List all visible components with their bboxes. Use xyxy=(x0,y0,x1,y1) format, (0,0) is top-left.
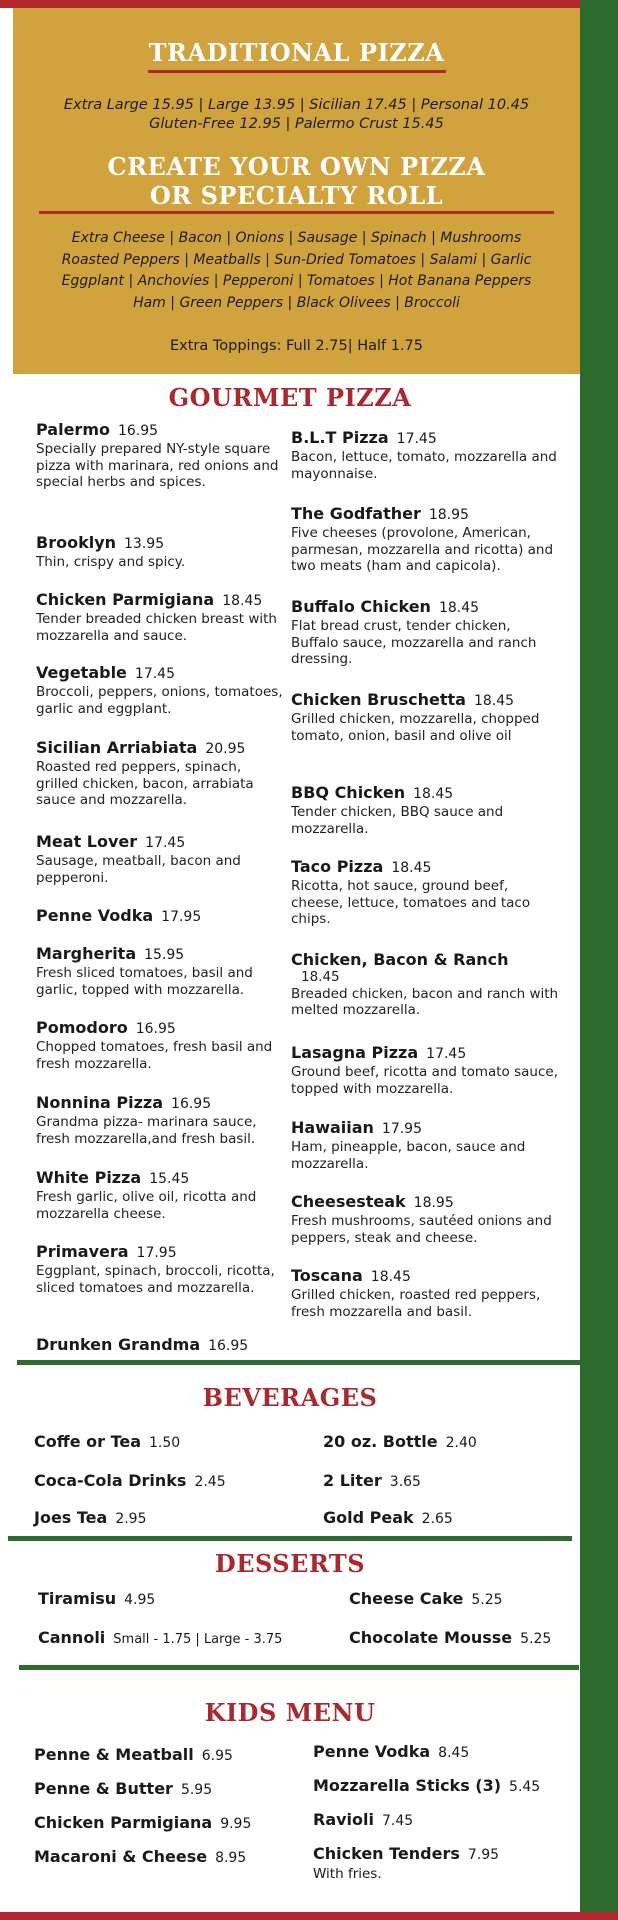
item-price: 5.45 xyxy=(509,1779,541,1795)
gourmet-bottom-rule xyxy=(17,1360,580,1365)
item-description: Thin, crispy and spicy. xyxy=(36,554,186,570)
item-name: Penne Vodka xyxy=(313,1742,431,1761)
item-name: White Pizza xyxy=(36,1168,142,1187)
item-name: Cheese Cake xyxy=(349,1589,464,1608)
item-description: Grilled chicken, roasted red peppers, fresh mozzarella and basil. xyxy=(291,1287,541,1320)
item-description: Fresh garlic, olive oil, ricotta and mozzarella cheese. xyxy=(36,1189,257,1222)
menu-item xyxy=(36,944,286,998)
kids-item xyxy=(313,1844,499,1863)
item-name: Chicken Parmigiana xyxy=(36,590,215,609)
item-name: B.L.T Pizza xyxy=(291,428,389,447)
item-name: Chicken, Bacon & Ranch xyxy=(291,950,509,969)
menu-item xyxy=(291,504,561,575)
toppings-line: Eggplant | Anchovies | Pepperoni | Tomatoes | Hot Banana Peppers xyxy=(61,273,532,289)
item-price: 18.45 xyxy=(438,600,480,616)
item-price: 8.45 xyxy=(438,1745,470,1761)
item-name: Drunken Grandma xyxy=(36,1335,201,1354)
toppings-line: Roasted Peppers | Meatballs | Sun-Dried Tomatoes | Salami | Garlic xyxy=(61,251,532,268)
dessert-item xyxy=(349,1589,503,1608)
kids-item xyxy=(34,1847,246,1866)
item-name: Brooklyn xyxy=(36,533,117,552)
create-your-own-underline xyxy=(39,211,554,214)
item-description: Chopped tomatoes, fresh basil and fresh mozzarella. xyxy=(36,1039,273,1072)
item-price: 3.65 xyxy=(389,1474,421,1490)
item-price: 7.95 xyxy=(467,1847,500,1863)
menu-item xyxy=(36,1335,286,1356)
top-red-bar xyxy=(0,0,618,8)
item-price: 17.45 xyxy=(396,431,437,447)
item-name: Penne & Meatball xyxy=(34,1745,194,1764)
menu-item xyxy=(36,832,286,886)
item-name: Ravioli xyxy=(313,1810,374,1829)
item-price: 17.45 xyxy=(145,835,186,851)
item-name: The Godfather xyxy=(291,504,421,523)
item-name: Meat Lover xyxy=(36,832,138,851)
item-price: 18.95 xyxy=(428,507,469,523)
menu-item xyxy=(291,1266,561,1320)
kids-item xyxy=(313,1742,469,1761)
item-description: Ricotta, hot sauce, ground beef, cheese, lettuce, tomatoes and taco chips. xyxy=(291,878,531,928)
item-price: 18.45 xyxy=(391,860,432,876)
item-description: Breaded chicken, bacon and ranch with melted mozzarella. xyxy=(291,985,559,1019)
menu-item xyxy=(36,906,286,927)
menu-item xyxy=(291,950,561,1019)
item-price: 16.95 xyxy=(208,1338,249,1354)
desserts-bottom-rule xyxy=(19,1665,579,1670)
item-name: Pomodoro xyxy=(36,1018,128,1037)
item-name: 2 Liter xyxy=(323,1471,382,1490)
menu-item xyxy=(36,1018,286,1072)
item-name: Margherita xyxy=(36,944,137,963)
item-price: Small - 1.75 | Large - 3.75 xyxy=(113,1632,283,1647)
item-price: 16.95 xyxy=(135,1021,176,1037)
menu-item xyxy=(291,1192,561,1246)
beverage-item xyxy=(34,1432,180,1451)
item-name: Penne & Butter xyxy=(34,1779,173,1798)
item-price: 2.45 xyxy=(194,1474,226,1490)
item-price: 2.40 xyxy=(445,1435,477,1451)
kids-item xyxy=(34,1745,233,1764)
item-name: Penne Vodka xyxy=(36,906,154,925)
menu-item xyxy=(291,428,561,482)
item-name: 20 oz. Bottle xyxy=(323,1432,438,1451)
item-description: Grilled chicken, mozzarella, chopped tomato, onion, basil and olive oil xyxy=(291,711,540,744)
menu-item xyxy=(36,533,286,571)
dessert-item xyxy=(38,1628,282,1647)
item-name: Chicken Bruschetta xyxy=(291,690,466,709)
menu-item xyxy=(291,1043,561,1097)
item-name: BBQ Chicken xyxy=(291,783,406,802)
item-name: Vegetable xyxy=(36,663,127,682)
menu-item xyxy=(291,857,561,928)
item-price: 18.45 xyxy=(473,693,515,709)
item-price: 18.45 xyxy=(370,1269,411,1285)
item-price: 17.95 xyxy=(381,1121,423,1137)
item-description: Five cheeses (provolone, American, parmesan, mozzarella and ricotta) and two meats (ham and capicola). xyxy=(291,525,554,575)
item-name: Sicilian Arriabiata xyxy=(36,738,198,757)
beverages-title: BEVERAGES xyxy=(202,1383,378,1412)
menu-item xyxy=(291,783,561,837)
right-green-bar xyxy=(580,0,618,1920)
kids-item-note: With fries. xyxy=(313,1866,382,1882)
item-name: Hawaiian xyxy=(291,1118,374,1137)
traditional-title-underline xyxy=(148,70,446,73)
item-description: Flat bread crust, tender chicken, Buffalo sauce, mozzarella and ranch dressing. xyxy=(291,618,537,668)
item-price: 5.25 xyxy=(471,1592,503,1608)
traditional-prices-line: Gluten-Free 12.95 | Palermo Crust 15.45 xyxy=(149,116,444,132)
item-price: 17.45 xyxy=(426,1046,467,1062)
toppings-line: Ham | Green Peppers | Black Olivees | Broccoli xyxy=(133,294,460,311)
kids-item xyxy=(34,1779,212,1798)
item-description: Ground beef, ricotta and tomato sauce, topped with mozzarella. xyxy=(291,1064,558,1097)
item-description: Sausage, meatball, bacon and pepperoni. xyxy=(36,853,241,886)
desserts-title: DESSERTS xyxy=(214,1549,366,1578)
kids-menu-title: KIDS MENU xyxy=(204,1698,376,1727)
toppings-list xyxy=(13,228,580,314)
beverage-item xyxy=(34,1471,226,1490)
menu-item xyxy=(291,1118,561,1172)
item-price: 18.45 xyxy=(222,593,263,609)
item-name: Toscana xyxy=(291,1266,363,1285)
item-price: 6.95 xyxy=(201,1748,233,1764)
item-price: 18.45 xyxy=(413,786,454,802)
item-price: 1.50 xyxy=(149,1435,181,1451)
item-description: Specially prepared NY-style square pizza with marinara, red onions and special herbs and spices. xyxy=(36,441,279,491)
item-price: 16.95 xyxy=(171,1096,212,1112)
item-name: Lasagna Pizza xyxy=(291,1043,419,1062)
item-price: 4.95 xyxy=(124,1592,156,1608)
item-name: Coffe or Tea xyxy=(34,1432,142,1451)
kids-item xyxy=(313,1810,413,1829)
item-description: Ham, pineapple, bacon, sauce and mozzarella. xyxy=(291,1139,526,1172)
beverage-item xyxy=(34,1508,147,1527)
menu-item xyxy=(36,738,286,809)
item-price: 2.65 xyxy=(421,1511,453,1527)
menu-item xyxy=(36,1242,286,1296)
item-name: Palermo xyxy=(36,420,110,439)
item-price: 7.45 xyxy=(382,1813,414,1829)
toppings-line: Extra Cheese | Bacon | Onions | Sausage | Spinach | Mushrooms xyxy=(71,230,522,246)
item-name: Cheesesteak xyxy=(291,1192,406,1211)
item-price: 16.95 xyxy=(117,423,159,439)
item-price: 15.45 xyxy=(149,1171,190,1187)
menu-item xyxy=(36,1168,286,1222)
item-description: Grandma pizza- marinara sauce, fresh mozzarella,and fresh basil. xyxy=(36,1114,257,1147)
create-your-own-title-line: OR SPECIALTY ROLL xyxy=(149,181,444,210)
item-name: Cannoli xyxy=(38,1628,106,1647)
item-name: Joes Tea xyxy=(34,1508,108,1527)
item-price: 17.45 xyxy=(134,666,175,682)
item-price: 9.95 xyxy=(220,1816,252,1832)
create-your-own-title-line: CREATE YOUR OWN PIZZA xyxy=(107,152,486,181)
gourmet-pizza-title: GOURMET PIZZA xyxy=(168,383,412,412)
traditional-pizza-title: TRADITIONAL PIZZA xyxy=(148,38,445,67)
menu-item xyxy=(36,420,286,491)
item-price: 13.95 xyxy=(124,536,165,552)
menu-item xyxy=(36,590,286,644)
extra-toppings-price: Extra Toppings: Full 2.75| Half 1.75 xyxy=(169,338,424,354)
item-price: 18.45 xyxy=(301,969,340,985)
dessert-item xyxy=(38,1589,155,1608)
item-description: Eggplant, spinach, broccoli, ricotta, sliced tomatoes and mozzarella. xyxy=(36,1263,275,1296)
menu-item xyxy=(36,1093,286,1147)
item-price: 18.95 xyxy=(413,1195,454,1211)
bottom-red-bar xyxy=(0,1912,618,1920)
item-price: 17.95 xyxy=(161,909,202,925)
item-description: Broccoli, peppers, onions, tomatoes, garlic and eggplant. xyxy=(36,684,283,717)
beverages-bottom-rule xyxy=(8,1536,572,1541)
menu-item xyxy=(291,690,561,744)
kids-item xyxy=(34,1813,251,1832)
item-name: Primavera xyxy=(36,1242,129,1261)
traditional-prices xyxy=(13,96,580,134)
item-description: Bacon, lettuce, tomato, mozzarella and mayonnaise. xyxy=(291,449,557,482)
item-description: Tender breaded chicken breast with mozzarella and sauce. xyxy=(36,611,277,644)
beverage-item xyxy=(323,1471,421,1490)
item-price: 5.25 xyxy=(520,1631,552,1647)
item-name: Chicken Parmigiana xyxy=(34,1813,213,1832)
item-description: Fresh sliced tomatoes, basil and garlic, topped with mozzarella. xyxy=(36,965,253,998)
item-description: Tender chicken, BBQ sauce and mozzarella. xyxy=(291,804,504,837)
beverage-item xyxy=(323,1508,453,1527)
item-price: 5.95 xyxy=(180,1782,213,1798)
item-price: 20.95 xyxy=(205,741,246,757)
create-your-own-title xyxy=(13,152,580,210)
item-description: Fresh mushrooms, sautéed onions and peppers, steak and cheese. xyxy=(291,1213,552,1246)
dessert-item xyxy=(349,1628,551,1647)
traditional-prices-line: Extra Large 15.95 | Large 13.95 | Sicilian 17.45 | Personal 10.45 xyxy=(63,97,530,113)
beverage-item xyxy=(323,1432,477,1451)
item-name: Gold Peak xyxy=(323,1508,414,1527)
menu-item xyxy=(291,597,561,668)
gold-header-panel xyxy=(13,8,580,374)
item-description: Roasted red peppers, spinach, grilled chicken, bacon, arrabiata sauce and mozzarella. xyxy=(36,759,254,809)
item-name: Buffalo Chicken xyxy=(291,597,431,616)
item-name: Mozzarella Sticks (3) xyxy=(313,1776,502,1795)
kids-item xyxy=(313,1776,540,1795)
item-price: 2.95 xyxy=(115,1511,147,1527)
item-price: 8.95 xyxy=(215,1850,247,1866)
item-name: Chocolate Mousse xyxy=(349,1628,513,1647)
item-price: 17.95 xyxy=(136,1245,177,1261)
item-name: Tiramisu xyxy=(38,1589,117,1608)
item-name: Coca-Cola Drinks xyxy=(34,1471,187,1490)
item-name: Nonnina Pizza xyxy=(36,1093,164,1112)
item-name: Chicken Tenders xyxy=(313,1844,460,1863)
menu-item xyxy=(36,663,286,717)
item-price: 15.95 xyxy=(144,947,185,963)
item-name: Taco Pizza xyxy=(291,857,384,876)
item-name: Macaroni & Cheese xyxy=(34,1847,208,1866)
